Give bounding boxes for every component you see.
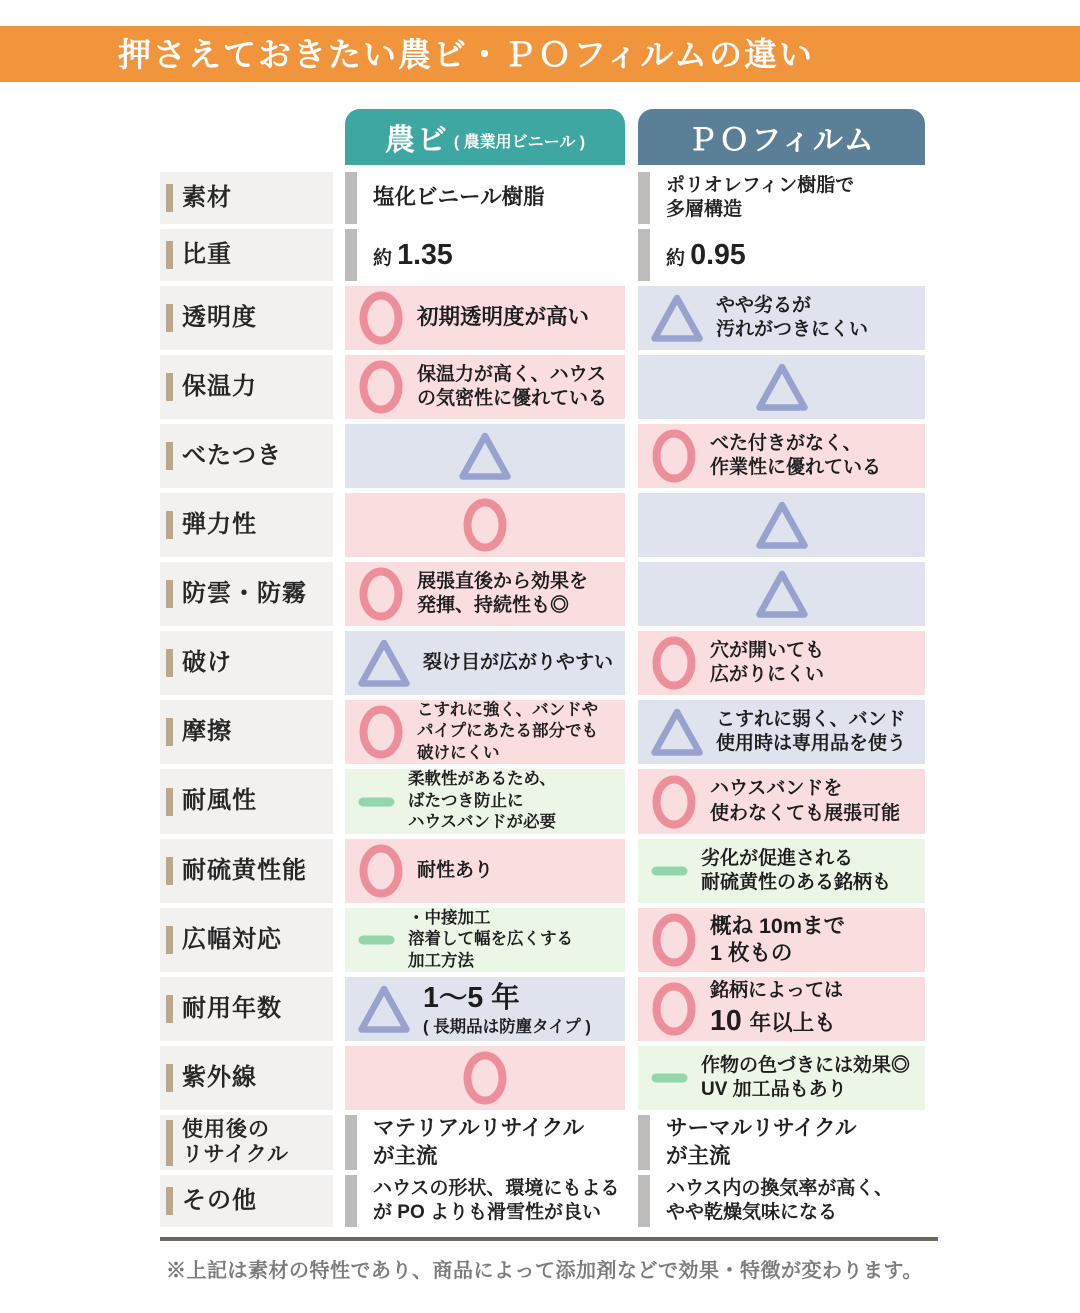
cell-text [373, 1115, 584, 1170]
row-label-text [182, 184, 232, 212]
row-label-text [182, 649, 232, 677]
circle-icon [462, 497, 508, 553]
cell-text [701, 1054, 910, 1103]
row-label-text [182, 580, 307, 608]
label-line: 紫外線 [182, 1064, 257, 1092]
text-segment: 裂け目が広がりやすい [423, 651, 614, 673]
text-line [716, 318, 868, 342]
column-header-po-label: ＰＯフィルム [687, 124, 876, 157]
column-header-nobi [345, 109, 625, 165]
text-line [710, 777, 900, 801]
label-line: 摩擦 [182, 718, 232, 746]
text-line [417, 721, 598, 742]
label-accent-bar [166, 718, 173, 746]
text-segment: 作業性に優れている [710, 457, 882, 478]
row-heat-retention [160, 355, 927, 419]
text-segment: 柔軟性があるため、 [408, 770, 556, 789]
text-segment: ハウスの形状、環境にもよる [373, 1177, 620, 1199]
row-anti-fog [160, 562, 927, 626]
cell-other-nobi [345, 1175, 625, 1227]
cell-transparency-nobi [345, 286, 625, 350]
cell-accent-bar [638, 1175, 650, 1227]
cell-stickiness-po [638, 424, 925, 488]
text-line [417, 570, 588, 594]
text-segment: ハウスバンドを [710, 778, 843, 800]
row-label-text [182, 1064, 257, 1092]
text-line [417, 594, 588, 618]
text-line [710, 663, 824, 687]
text-segment: 初期透明度が高い [417, 305, 590, 330]
cell-heat-retention-nobi [345, 355, 625, 419]
row-label-other [160, 1175, 333, 1227]
text-line [408, 908, 573, 929]
row-specific-gravity [160, 229, 927, 281]
row-label-stickiness [160, 424, 333, 488]
cell-text [373, 184, 545, 212]
cell-friction-po [638, 700, 925, 764]
circle-icon [651, 912, 697, 968]
label-line: 透明度 [182, 303, 257, 331]
cell-text [666, 174, 854, 223]
text-segment: が主流 [666, 1143, 731, 1168]
text-line [373, 1115, 584, 1143]
label-accent-bar [166, 926, 173, 954]
text-segment: が PO よりも滑雪性が良い [373, 1202, 602, 1224]
circle-icon [358, 290, 404, 346]
text-line [710, 979, 843, 1003]
label-accent-bar [166, 184, 173, 212]
label-line: 耐硫黄性能 [182, 856, 307, 884]
triangle-icon [756, 500, 808, 550]
label-accent-bar [166, 788, 173, 816]
text-segment: 1.35 [397, 238, 453, 271]
row-material [160, 172, 927, 224]
label-line: 素材 [182, 183, 232, 211]
cell-text [423, 651, 613, 675]
text-segment: べた付きがなく、 [710, 432, 862, 454]
dash-icon [651, 1073, 688, 1083]
column-header-nobi-label: 農ビ [384, 124, 449, 157]
cell-material-nobi [345, 172, 625, 224]
text-line [701, 1054, 910, 1078]
row-transparency [160, 286, 927, 350]
row-sulfur-resistance [160, 839, 927, 903]
row-label-text [182, 1187, 257, 1215]
text-line [417, 387, 607, 411]
text-line [373, 1201, 619, 1225]
triangle-icon [651, 293, 703, 343]
cell-text [710, 979, 843, 1040]
row-label-wide-width [160, 908, 333, 972]
cell-text [716, 294, 868, 343]
label-accent-bar [166, 1187, 173, 1215]
row-label-heat-retention [160, 355, 333, 419]
text-line [417, 743, 598, 764]
text-line [408, 791, 556, 812]
dash-icon [651, 866, 688, 876]
cell-elasticity-nobi [345, 493, 625, 557]
circle-icon [651, 635, 697, 691]
cell-wind-resistance-po [638, 769, 925, 833]
text-segment: ポリオレフィン樹脂で [666, 174, 855, 196]
text-segment: 劣化が促進される [701, 847, 854, 869]
cell-text [701, 847, 891, 896]
cell-recycling-po [638, 1115, 925, 1170]
text-line [417, 859, 493, 883]
cell-text [417, 859, 493, 883]
text-segment: こすれに弱く、バンド [716, 708, 906, 730]
cell-accent-bar [638, 229, 650, 281]
text-line [666, 1115, 857, 1143]
row-friction [160, 700, 927, 764]
row-label-text [182, 926, 282, 954]
row-label-text [182, 857, 307, 885]
cell-accent-bar [345, 1175, 357, 1227]
text-segment: 作物の色づきには効果◎ [701, 1054, 911, 1076]
cell-sulfur-resistance-po [638, 839, 925, 903]
text-line [716, 732, 906, 756]
cell-other-po [638, 1175, 925, 1227]
text-line [710, 802, 900, 826]
cell-material-po [638, 172, 925, 224]
row-elasticity [160, 493, 927, 557]
cell-text [710, 432, 881, 481]
column-header-nobi-sublabel: ( 農業用ビニール ) [453, 134, 586, 151]
label-accent-bar [166, 442, 173, 470]
cell-friction-nobi [345, 700, 625, 764]
circle-icon [651, 774, 697, 830]
text-line [666, 1143, 857, 1171]
text-line [666, 198, 854, 222]
row-wind-resistance [160, 769, 927, 833]
text-line [417, 700, 598, 721]
text-line [710, 639, 824, 663]
label-line: 破け [182, 648, 232, 676]
label-line: べたつき [182, 441, 282, 469]
text-segment: 穴が開いても [710, 639, 825, 661]
text-segment: マテリアルリサイクル [373, 1116, 585, 1141]
text-segment: ハウスバンドが必要 [408, 813, 557, 832]
label-line: 保温力 [182, 372, 257, 400]
row-label-specific-gravity [160, 229, 333, 281]
text-segment: 汚れがつきにくい [716, 319, 869, 340]
text-line [373, 184, 545, 212]
text-segment: 多層構造 [666, 199, 743, 220]
cell-stickiness-nobi [345, 424, 625, 488]
text-segment: UV 加工品もあり [701, 1079, 847, 1101]
footer-divider [160, 1237, 938, 1241]
cell-sulfur-resistance-nobi [345, 839, 625, 903]
text-segment: 溶着して幅を広くする [408, 930, 573, 949]
label-accent-bar [166, 1064, 173, 1092]
label-accent-bar [166, 304, 173, 332]
text-line [710, 940, 845, 968]
label-accent-bar [166, 580, 173, 608]
text-line [417, 363, 607, 387]
cell-text [716, 708, 906, 757]
text-segment: 広がりにくい [710, 664, 825, 685]
table-rows [160, 172, 927, 1227]
cell-specific-gravity-po [638, 229, 925, 281]
row-label-text [182, 304, 257, 332]
text-line [666, 174, 854, 198]
label-accent-bar [166, 995, 173, 1023]
cell-wide-width-nobi [345, 908, 625, 972]
text-line [666, 1201, 893, 1225]
cell-text [408, 908, 573, 972]
row-service-life [160, 977, 927, 1041]
text-segment: 展張直後から効果を [417, 570, 589, 592]
cell-accent-bar [345, 1115, 357, 1170]
cell-text [666, 237, 746, 273]
circle-icon [358, 359, 404, 415]
text-line [666, 237, 746, 273]
footer [160, 1237, 938, 1283]
text-segment: 約 [373, 247, 398, 269]
comparison-table [160, 109, 927, 1227]
header-spacer [160, 109, 345, 165]
cell-service-life-nobi [345, 977, 625, 1041]
text-line [701, 1078, 910, 1102]
row-uv [160, 1046, 927, 1110]
circle-icon [358, 843, 404, 899]
row-stickiness [160, 424, 927, 488]
label-line: 使用後の [182, 1117, 270, 1141]
text-line [710, 913, 845, 941]
text-segment: の気密性に優れている [417, 388, 608, 409]
row-label-text [182, 373, 257, 401]
text-line [423, 1017, 591, 1038]
cell-accent-bar [638, 172, 650, 224]
label-line: 耐用年数 [182, 995, 282, 1023]
cell-service-life-po [638, 977, 925, 1041]
label-line: 比重 [182, 240, 232, 268]
text-segment: パイプにあたる部分でも [417, 722, 599, 741]
text-segment: やや劣るが [716, 294, 812, 316]
cell-text [373, 1177, 619, 1226]
cell-text [423, 980, 591, 1038]
cell-uv-po [638, 1046, 925, 1110]
text-line [710, 432, 881, 456]
text-line [417, 304, 589, 332]
cell-text [417, 700, 598, 764]
cell-uv-nobi [345, 1046, 625, 1110]
text-line [716, 708, 906, 732]
text-segment: 10 [710, 1005, 750, 1038]
text-line [408, 929, 573, 950]
row-label-text [182, 995, 282, 1023]
dash-icon [358, 935, 395, 945]
cell-text [710, 777, 900, 826]
row-label-uv [160, 1046, 333, 1110]
cell-text [417, 304, 589, 332]
row-wide-width [160, 908, 927, 972]
cell-text [373, 237, 453, 273]
dash-icon [358, 797, 395, 807]
circle-icon [651, 981, 697, 1037]
text-segment: 概ね 10mまで [710, 913, 846, 938]
cell-text [710, 639, 824, 688]
triangle-icon [459, 431, 511, 481]
cell-recycling-nobi [345, 1115, 625, 1170]
cell-text [417, 363, 607, 412]
text-segment: ( 長期品は防塵タイプ ) [423, 1017, 591, 1036]
text-segment: が主流 [373, 1143, 438, 1168]
text-line [701, 847, 891, 871]
cell-elasticity-po [638, 493, 925, 557]
text-segment: 0.95 [690, 238, 746, 271]
row-label-tearing [160, 631, 333, 695]
circle-icon [358, 566, 404, 622]
cell-anti-fog-nobi [345, 562, 625, 626]
row-recycling [160, 1115, 927, 1170]
text-segment: 塩化ビニール樹脂 [373, 185, 545, 210]
row-label-transparency [160, 286, 333, 350]
row-other [160, 1175, 927, 1227]
row-label-text [182, 241, 232, 269]
row-label-text [182, 511, 257, 539]
row-label-service-life [160, 977, 333, 1041]
text-line [373, 237, 453, 273]
cell-tearing-nobi [345, 631, 625, 695]
row-label-text [182, 787, 257, 815]
row-tearing [160, 631, 927, 695]
text-segment: 使わなくても展張可能 [710, 802, 901, 824]
cell-wide-width-po [638, 908, 925, 972]
text-line [373, 1177, 619, 1201]
cell-tearing-po [638, 631, 925, 695]
cell-text [666, 1115, 857, 1170]
label-line: 防雲・防霧 [182, 579, 307, 607]
cell-heat-retention-po [638, 355, 925, 419]
row-label-wind-resistance [160, 769, 333, 833]
text-line [666, 1177, 893, 1201]
cell-accent-bar [345, 229, 357, 281]
page-title: 押さえておきたい農ビ・ＰＯフィルムの違い [118, 35, 815, 73]
footnote: ※上記は素材の特性であり、商品によって添加剤などで効果・特徴が変わります。 [166, 1260, 923, 1283]
triangle-icon [756, 569, 808, 619]
text-line [373, 1143, 584, 1171]
text-line [408, 951, 573, 972]
label-accent-bar [166, 511, 173, 539]
row-label-friction [160, 700, 333, 764]
text-segment: 銘柄によっては [710, 979, 844, 1001]
text-line [716, 294, 868, 318]
text-line [423, 651, 613, 675]
row-label-material [160, 172, 333, 224]
column-headers [160, 109, 927, 165]
text-line [710, 456, 881, 480]
row-label-sulfur-resistance [160, 839, 333, 903]
text-segment: 加工方法 [408, 951, 474, 970]
text-segment: 耐性あり [417, 859, 494, 881]
text-segment: 発揮、持続性も◎ [417, 595, 570, 616]
triangle-icon [358, 984, 410, 1034]
cell-wind-resistance-nobi [345, 769, 625, 833]
text-segment: 1 枚もの [710, 941, 793, 966]
circle-icon [651, 428, 697, 484]
row-label-text [182, 442, 282, 470]
row-label-anti-fog [160, 562, 333, 626]
cell-text [417, 570, 588, 619]
row-label-text [182, 1118, 289, 1168]
triangle-icon [756, 362, 808, 412]
text-segment: 破けにくい [417, 743, 500, 762]
text-segment: 使用時は専用品を使う [716, 733, 907, 755]
text-segment: 年以上も [749, 1011, 836, 1036]
text-line [408, 769, 556, 790]
cell-specific-gravity-nobi [345, 229, 625, 281]
text-segment: ハウス内の換気率が高く、 [666, 1177, 894, 1199]
cell-transparency-po [638, 286, 925, 350]
row-label-elasticity [160, 493, 333, 557]
text-segment: サーマルリサイクル [666, 1116, 857, 1141]
text-segment: こすれに強く、バンドや [417, 701, 599, 719]
row-label-recycling [160, 1115, 333, 1170]
cell-accent-bar [638, 1115, 650, 1170]
column-header-po [638, 109, 925, 165]
label-line: その他 [182, 1187, 257, 1215]
title-banner [0, 26, 1080, 82]
label-line: リサイクル [182, 1142, 290, 1166]
cell-anti-fog-po [638, 562, 925, 626]
cell-text [408, 769, 556, 833]
triangle-icon [358, 638, 410, 688]
cell-accent-bar [345, 172, 357, 224]
label-line: 弾力性 [182, 510, 257, 538]
text-line [710, 1003, 843, 1039]
label-accent-bar [166, 241, 173, 269]
text-line [701, 871, 891, 895]
circle-icon [462, 1050, 508, 1106]
text-line [408, 812, 556, 833]
text-segment: 1～5 年 [423, 982, 520, 1015]
label-accent-bar [166, 649, 173, 677]
text-segment: 保温力が高く、ハウス [417, 363, 607, 385]
text-segment: 約 [666, 247, 691, 269]
label-accent-bar [166, 857, 173, 885]
label-accent-bar [166, 1120, 173, 1166]
text-segment: ばたつき防止に [408, 791, 524, 810]
label-line: 広幅対応 [182, 925, 282, 953]
label-accent-bar [166, 373, 173, 401]
text-segment: 耐硫黄性のある銘柄も [701, 871, 892, 893]
label-line: 耐風性 [182, 787, 257, 815]
text-segment: やや乾燥気味になる [666, 1202, 838, 1224]
text-segment: ・中接加工 [408, 908, 491, 927]
text-line [423, 980, 591, 1016]
triangle-icon [651, 707, 703, 757]
row-label-text [182, 718, 232, 746]
cell-text [710, 913, 845, 968]
circle-icon [358, 704, 404, 760]
cell-text [666, 1177, 893, 1226]
